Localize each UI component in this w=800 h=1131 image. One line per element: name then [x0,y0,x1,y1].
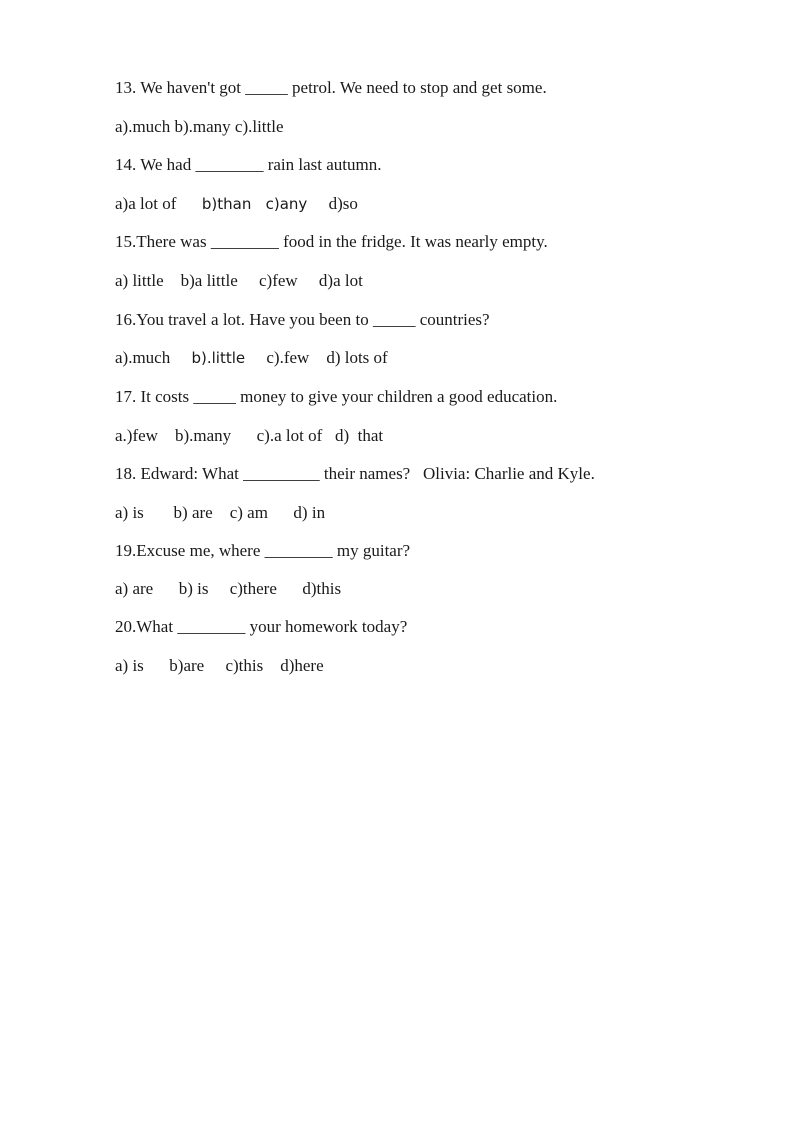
question-16-option-b: b).little [191,349,246,367]
question-18-options: a) is b) are c) am d) in [115,503,326,522]
question-17-options: a.)few b).many c).a lot of d) that [115,426,384,445]
question-14-option-a: a)a lot of [115,194,202,213]
question-14-option-d: d)so [307,194,358,213]
question-20-stem: 20.What ________ your homework today? [115,617,408,636]
question-16-option-cd: c).few d) lots of [245,348,388,367]
question-14-option-c: c)any [251,195,308,213]
question-19-options: a) are b) is c)there d)this [115,579,342,598]
question-17-stem: 17. It costs _____ money to give your children a good education. [115,387,558,406]
question-14-option-b: b)than [201,195,252,213]
question-13-options: a).much b).many c).little [115,117,284,136]
question-20-options: a) is b)are c)this d)here [115,656,324,675]
question-14-stem: 14. We had ________ rain last autumn. [115,155,382,174]
question-18-stem: 18. Edward: What _________ their names? Olivia: Charlie and Kyle. [115,464,595,483]
question-15-stem: 15.There was ________ food in the fridge. It was nearly empty. [115,232,548,251]
question-19-stem: 19.Excuse me, where ________ my guitar? [115,541,411,560]
question-13-stem: 13. We haven't got _____ petrol. We need to stop and get some. [115,78,547,97]
question-14-options [115,194,358,214]
question-15-options: a) little b)a little c)few d)a lot [115,271,363,290]
question-16-stem: 16.You travel a lot. Have you been to _____ countries? [115,310,490,329]
question-16-option-a: a).much [115,348,192,367]
question-16-options [115,348,388,368]
